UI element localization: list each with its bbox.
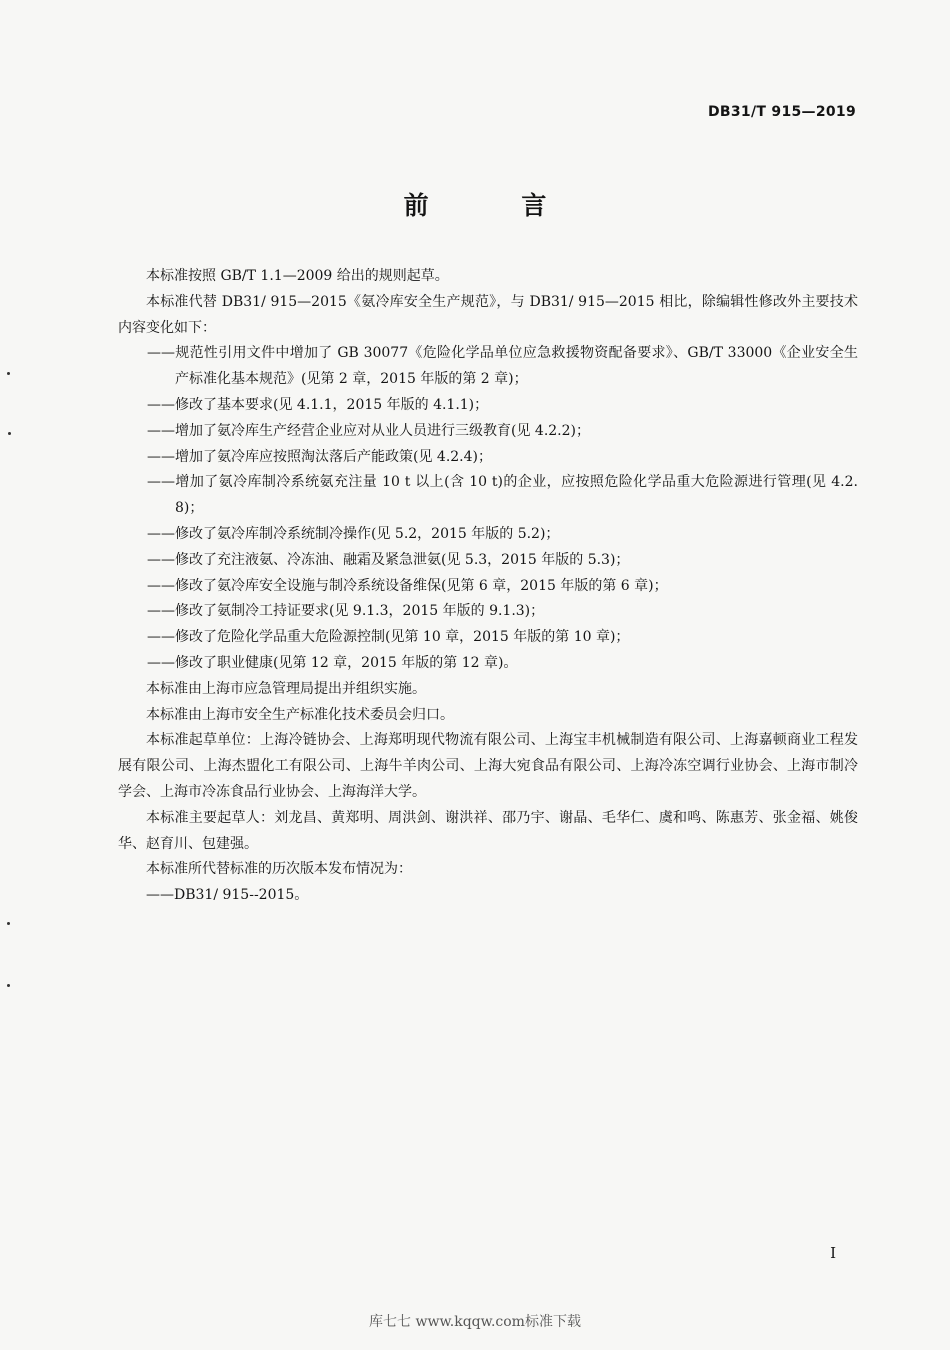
scan-speck [7, 372, 10, 375]
scan-speck [8, 432, 11, 435]
page-title: 前 言 [403, 191, 589, 220]
change-item: ——增加了氨冷库制冷系统氨充注量 10 t 以上(含 10 t)的企业，应按照危险化学品重大危险源进行管理(见 4.2.8)； [147, 474, 858, 517]
foreword-body [118, 264, 858, 909]
change-item: ——修改了职业健康(见第 12 章，2015 年版的第 12 章)。 [147, 654, 518, 671]
change-item: ——修改了氨制冷工持证要求(见 9.1.3，2015 年版的 9.1.3)； [147, 603, 545, 620]
paragraph-drafting-rules: 本标准按照 GB/T 1.1—2009 给出的规则起草。 [146, 268, 449, 284]
change-item: ——修改了氨冷库制冷系统制冷操作(见 5.2，2015 年版的 5.2)； [147, 525, 560, 542]
change-item: ——修改了危险化学品重大危险源控制(见第 10 章，2015 年版的第 10 章)； [147, 629, 630, 646]
paragraph-replacement: 本标准代替 DB31/ 915—2015《氨冷库安全生产规范》，与 DB31/ 915—2015 相比，除编辑性修改外主要技术内容变化如下： [118, 293, 858, 336]
change-item: ——修改了氨冷库安全设施与制冷系统设备维保(见第 6 章，2015 年版的第 6 章)； [147, 577, 668, 594]
scan-speck [7, 922, 10, 925]
scan-speck [7, 984, 10, 987]
paragraph-drafters: 本标准主要起草人：刘龙昌、黄郑明、周洪剑、谢洪祥、邵乃宇、谢晶、毛华仁、虞和鸣、陈惠芳、张金福、姚俊华、赵育川、包建强。 [118, 809, 858, 852]
change-item: ——增加了氨冷库应按照淘汰落后产能政策(见 4.2.4)； [147, 448, 492, 465]
footer-watermark: 库七七 www.kqqw.com标准下载 [369, 1314, 581, 1330]
page-number: I [830, 1244, 836, 1262]
paragraph-drafting-units: 本标准起草单位：上海冷链协会、上海郑明现代物流有限公司、上海宝丰机械制造有限公司、上海嘉顿商业工程发展有限公司、上海杰盟化工有限公司、上海牛羊肉公司、上海大宛食品有限公司、上海冷冻空调行业协会、上海市制冷学会、上海市冷冻食品行业协会、上海海洋大学。 [118, 732, 858, 800]
paragraph-history-intro: 本标准所代替标准的历次版本发布情况为： [146, 861, 412, 878]
change-item: ——修改了充注液氨、冷冻油、融霜及紧急泄氨(见 5.3，2015 年版的 5.3)； [147, 551, 630, 568]
paragraph-committee: 本标准由上海市安全生产标准化技术委员会归口。 [146, 706, 454, 723]
change-item: ——修改了基本要求(见 4.1.1，2015 年版的 4.1.1)； [147, 396, 489, 413]
paragraph-proposer: 本标准由上海市应急管理局提出并组织实施。 [146, 680, 426, 697]
change-item: ——规范性引用文件中增加了 GB 30077《危险化学品单位应急救援物资配备要求》、GB/T 33000《企业安全生产标准化基本规范》(见第 2 章，2015 年版的第 2 章)； [147, 345, 858, 388]
change-item: ——增加了氨冷库生产经营企业应对从业人员进行三级教育(见 4.2.2)； [147, 422, 590, 439]
history-item: ——DB31/ 915--2015。 [146, 887, 309, 904]
document-code: DB31/T 915—2019 [708, 104, 856, 120]
